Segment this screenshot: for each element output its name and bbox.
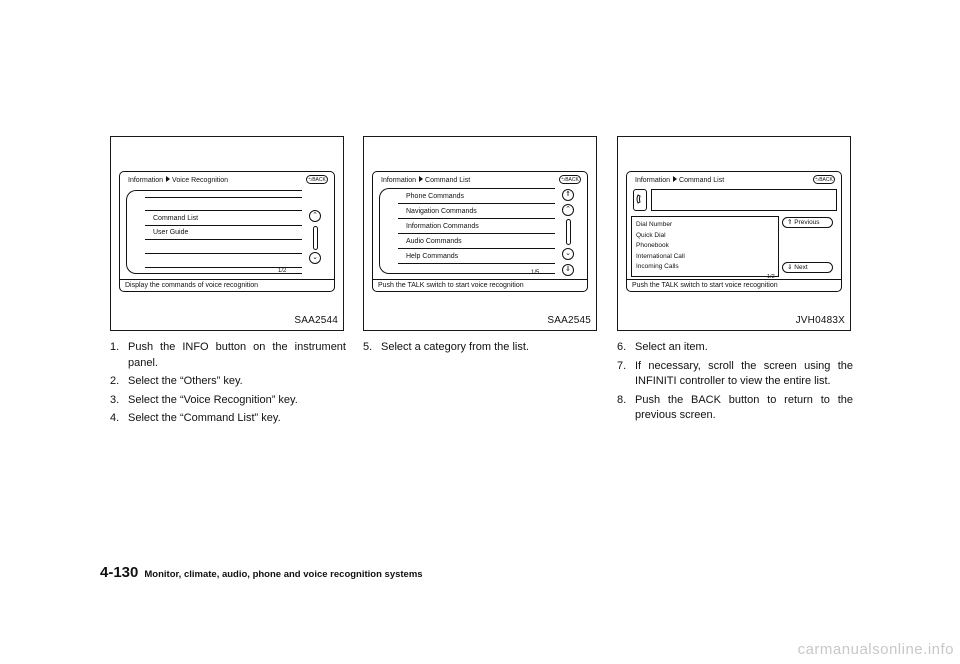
steps-column-middle — [363, 340, 599, 359]
double-chevron-up-icon: ⇑ — [787, 219, 793, 226]
back-arrow-icon: ⮌ — [561, 177, 566, 183]
triangle-right-icon — [673, 176, 677, 182]
page-indicator: 1/5 — [531, 270, 540, 276]
back-button[interactable]: ⮌BACK — [559, 175, 581, 184]
display-screen — [626, 171, 842, 292]
list-item[interactable]: User Guide — [145, 226, 302, 240]
list-item[interactable]: Phone Commands — [398, 190, 555, 204]
scrollbar-track[interactable] — [313, 226, 318, 250]
double-chevron-down-icon: ⇓ — [787, 264, 793, 271]
back-button[interactable]: ⮌BACK — [306, 175, 328, 184]
section-title: Monitor, climate, audio, phone and voice recognition systems — [144, 569, 423, 580]
page-up-icon[interactable]: ⇑ — [562, 189, 574, 201]
figure-phone-command-list — [617, 136, 851, 331]
triangle-right-icon — [166, 176, 170, 182]
menu-list — [379, 188, 555, 274]
list-item[interactable]: Information Commands — [398, 220, 555, 234]
previous-button[interactable]: ⇑ Previous — [782, 217, 833, 228]
list-item[interactable]: Incoming Calls — [636, 263, 679, 270]
breadcrumb: Information Voice Recognition — [128, 177, 229, 184]
page-indicator: 1/2 — [767, 274, 775, 280]
back-button[interactable]: ⮌BACK — [813, 175, 835, 184]
step-6: 6. Select an item. — [617, 341, 708, 353]
figure-code: JVH0483X — [795, 315, 845, 326]
figure-code: SAA2544 — [294, 315, 338, 326]
list-item[interactable]: Audio Commands — [398, 235, 555, 249]
breadcrumb: Information Command List — [635, 177, 725, 184]
list-item[interactable]: Command List — [145, 212, 302, 226]
scroll-down-icon[interactable]: ⌄ — [309, 252, 321, 264]
list-item[interactable]: Navigation Commands — [398, 205, 555, 219]
list-item[interactable]: Dial Number — [636, 221, 673, 228]
display-screen — [372, 171, 588, 292]
list-item[interactable]: Quick Dial — [636, 231, 666, 239]
scroll-up-icon[interactable]: ⌃ — [309, 210, 321, 222]
step-2: 2. Select the “Others” key. — [110, 375, 243, 387]
step-3: 3. Select the “Voice Recognition” key. — [110, 393, 298, 406]
phone-icon — [633, 189, 647, 211]
step-1: 1. Push the INFO button on the instrument panel. — [110, 341, 346, 369]
watermark: carmanualsonline.info — [797, 641, 954, 658]
page-number: 4-130 — [100, 564, 139, 581]
back-arrow-icon: ⮌ — [815, 177, 820, 183]
scroll-down-icon[interactable]: ⌄ — [562, 248, 574, 260]
step-5: 5. Select a category from the list. — [363, 341, 529, 353]
back-arrow-icon: ⮌ — [308, 177, 313, 183]
next-button[interactable]: ⇓ Next — [782, 262, 833, 273]
phone-list — [631, 216, 779, 277]
step-7: 7. If necessary, scroll the screen using the INFINITI controller to view the entire list. — [617, 359, 853, 387]
menu-list — [126, 190, 302, 274]
figure-code: SAA2545 — [547, 315, 591, 326]
steps-column-right — [617, 340, 853, 427]
status-bar: Display the commands of voice recognition — [120, 279, 334, 291]
list-item[interactable] — [145, 240, 302, 254]
page-footer — [100, 564, 423, 582]
figure-command-list — [363, 136, 597, 331]
status-bar: Push the TALK switch to start voice recognition — [373, 279, 587, 291]
step-4: 4. Select the “Command List” key. — [110, 412, 281, 424]
list-item[interactable]: Help Commands — [398, 250, 555, 264]
step-8: 8. Push the BACK button to return to the previous screen. — [617, 393, 853, 421]
entry-field[interactable] — [651, 189, 837, 211]
status-bar: Push the TALK switch to start voice recognition — [627, 279, 841, 291]
phone-handset-icon — [634, 190, 646, 210]
list-item[interactable]: Phonebook — [636, 242, 669, 249]
list-item[interactable]: International Call — [636, 252, 685, 260]
list-item[interactable] — [145, 197, 302, 211]
display-screen — [119, 171, 335, 292]
page-down-icon[interactable]: ⇓ — [562, 264, 574, 276]
scroll-up-icon[interactable]: ⌃ — [562, 204, 574, 216]
list-item[interactable] — [145, 254, 302, 268]
scrollbar-track[interactable] — [566, 219, 571, 245]
figure-voice-recognition — [110, 136, 344, 331]
steps-column-left — [110, 340, 346, 430]
breadcrumb: Information Command List — [381, 177, 471, 184]
triangle-right-icon — [419, 176, 423, 182]
page-indicator: 1/2 — [278, 268, 287, 274]
